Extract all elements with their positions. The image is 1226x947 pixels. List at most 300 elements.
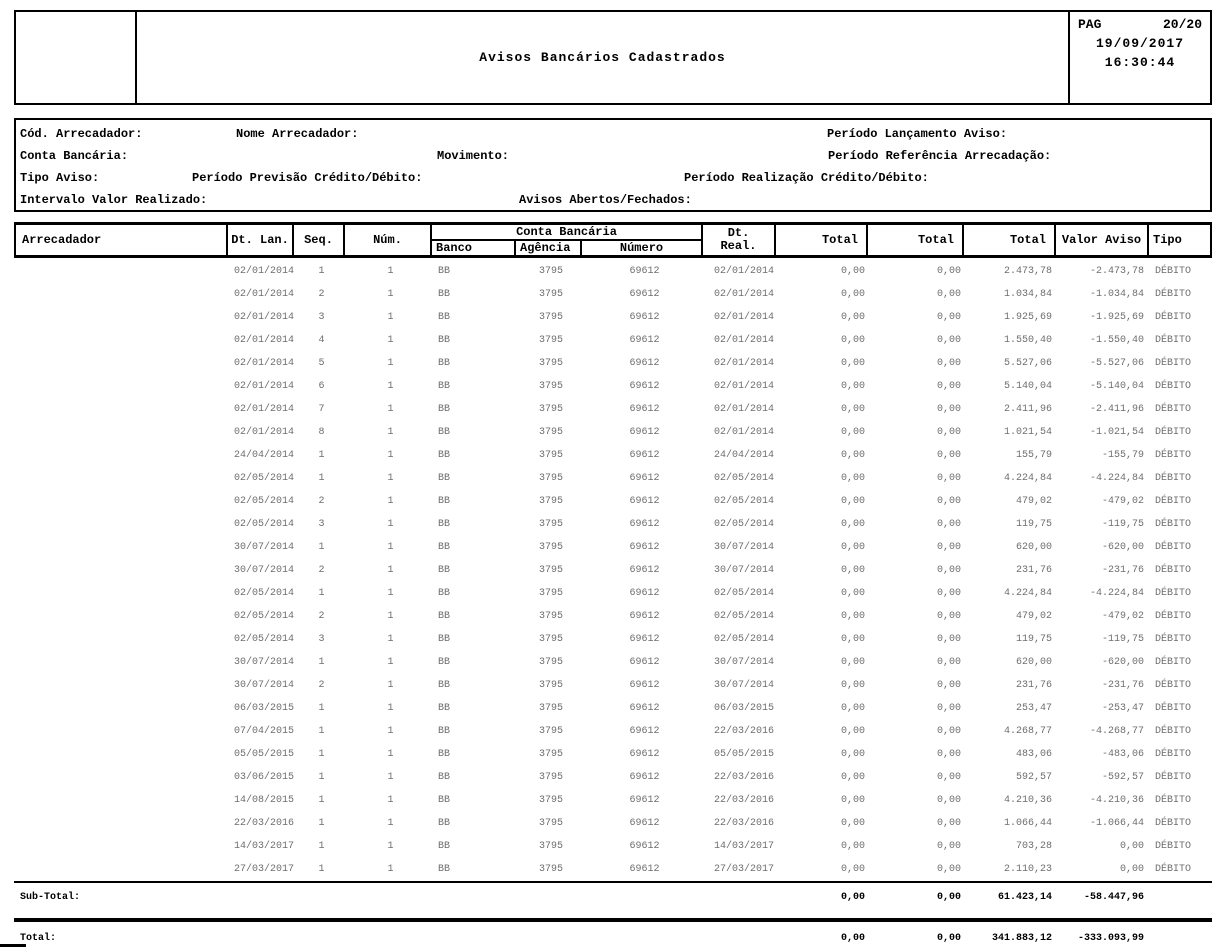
cell-dt-real: 30/07/2014 — [713, 657, 774, 668]
cell-numero: 69612 — [629, 289, 660, 300]
total-total-1: 0,00 — [840, 932, 865, 944]
cell-total-3: 4.224,84 — [1003, 473, 1052, 484]
cell-total-1: 0,00 — [840, 657, 865, 668]
cell-dt-real: 30/07/2014 — [713, 542, 774, 553]
page-label: PAG — [1078, 17, 1102, 32]
cell-num: 1 — [387, 841, 394, 852]
dt-real-line1: Dt. — [727, 226, 750, 240]
cell-dt-lan: 02/05/2014 — [233, 634, 294, 645]
cell-total-2: 0,00 — [936, 657, 961, 668]
cell-total-2: 0,00 — [936, 473, 961, 484]
cell-dt-real: 02/05/2014 — [713, 519, 774, 530]
cell-banco: BB — [438, 818, 451, 829]
cell-num: 1 — [387, 289, 394, 300]
cell-total-3: 5.140,04 — [1003, 381, 1052, 392]
cell-dt-lan: 06/03/2015 — [233, 703, 294, 714]
cell-seq: 1 — [318, 473, 325, 484]
cell-total-1: 0,00 — [840, 312, 865, 323]
cell-banco: BB — [438, 749, 451, 760]
cell-valor-aviso: -253,47 — [1101, 703, 1144, 714]
cell-agencia: 3795 — [538, 358, 563, 369]
cell-agencia: 3795 — [538, 864, 563, 875]
report-date: 19/09/2017 — [1095, 36, 1184, 51]
cell-agencia: 3795 — [538, 266, 563, 277]
cell-dt-lan: 24/04/2014 — [233, 450, 294, 461]
cell-tipo: DÉBITO — [1155, 703, 1192, 714]
cell-dt-real: 02/05/2014 — [713, 634, 774, 645]
filter-cod-arrecadador: Cód. Arrecadador: — [20, 127, 143, 141]
cell-dt-lan: 02/05/2014 — [233, 588, 294, 599]
cell-dt-real: 02/05/2014 — [713, 588, 774, 599]
cell-banco: BB — [438, 841, 451, 852]
column-header-total-1: Total — [776, 225, 868, 255]
table-row — [14, 720, 1212, 743]
table-row — [14, 490, 1212, 513]
cell-banco: BB — [438, 726, 451, 737]
cell-numero: 69612 — [629, 588, 660, 599]
cell-num: 1 — [387, 519, 394, 530]
column-header-total-3: Total — [964, 225, 1056, 255]
cell-banco: BB — [438, 427, 451, 438]
cell-seq: 6 — [318, 381, 325, 392]
cell-banco: BB — [438, 450, 451, 461]
cell-valor-aviso: -1.034,84 — [1089, 289, 1144, 300]
cell-total-1: 0,00 — [840, 818, 865, 829]
page-title: Avisos Bancários Cadastrados — [479, 50, 726, 65]
cell-numero: 69612 — [629, 657, 660, 668]
cell-seq: 1 — [318, 450, 325, 461]
cell-dt-real: 02/01/2014 — [713, 266, 774, 277]
cell-agencia: 3795 — [538, 473, 563, 484]
cell-total-2: 0,00 — [936, 427, 961, 438]
cell-num: 1 — [387, 381, 394, 392]
cell-valor-aviso: -1.021,54 — [1089, 427, 1144, 438]
table-row — [14, 421, 1212, 444]
filter-movimento: Movimento: — [437, 149, 510, 163]
cell-valor-aviso: -620,00 — [1101, 657, 1144, 668]
cell-total-1: 0,00 — [840, 680, 865, 691]
cell-agencia: 3795 — [538, 542, 563, 553]
column-header-valor-aviso: Valor Aviso — [1056, 225, 1149, 255]
dt-real-line2: Real. — [720, 239, 757, 253]
cell-dt-real: 02/05/2014 — [713, 473, 774, 484]
cell-dt-lan: 30/07/2014 — [233, 680, 294, 691]
cell-seq: 2 — [318, 680, 325, 691]
cell-valor-aviso: -2.411,96 — [1089, 404, 1144, 415]
logo-placeholder — [16, 12, 137, 103]
column-header-conta-bancaria: Conta Bancária — [432, 225, 701, 241]
page-number-row — [1078, 17, 1202, 32]
cell-valor-aviso: -4.224,84 — [1089, 588, 1144, 599]
cell-tipo: DÉBITO — [1155, 519, 1192, 530]
subtotal-row — [14, 885, 1212, 909]
cell-num: 1 — [387, 565, 394, 576]
cell-num: 1 — [387, 634, 394, 645]
cell-tipo: DÉBITO — [1155, 611, 1192, 622]
cell-total-3: 592,57 — [1015, 772, 1052, 783]
cell-dt-lan: 22/03/2016 — [233, 818, 294, 829]
total-row — [14, 926, 1212, 947]
cell-total-2: 0,00 — [936, 772, 961, 783]
cell-total-1: 0,00 — [840, 749, 865, 760]
cell-seq: 1 — [318, 818, 325, 829]
cell-total-2: 0,00 — [936, 542, 961, 553]
cell-total-1: 0,00 — [840, 450, 865, 461]
table-row — [14, 582, 1212, 605]
cell-total-2: 0,00 — [936, 358, 961, 369]
cell-agencia: 3795 — [538, 680, 563, 691]
cell-dt-lan: 02/01/2014 — [233, 427, 294, 438]
cell-numero: 69612 — [629, 634, 660, 645]
total-separator-line — [14, 918, 1212, 922]
table-row — [14, 352, 1212, 375]
cell-numero: 69612 — [629, 473, 660, 484]
cell-valor-aviso: -479,02 — [1101, 496, 1144, 507]
cell-seq: 1 — [318, 864, 325, 875]
cell-num: 1 — [387, 703, 394, 714]
column-header-tipo: Tipo — [1153, 233, 1182, 247]
cell-seq: 2 — [318, 611, 325, 622]
cell-total-3: 479,02 — [1015, 496, 1052, 507]
cell-numero: 69612 — [629, 841, 660, 852]
cell-valor-aviso: -483,06 — [1101, 749, 1144, 760]
cell-dt-lan: 03/06/2015 — [233, 772, 294, 783]
table-row — [14, 789, 1212, 812]
cell-total-1: 0,00 — [840, 266, 865, 277]
column-header-arrecadador: Arrecadador — [16, 225, 228, 255]
cell-banco: BB — [438, 519, 451, 530]
cell-valor-aviso: -1.550,40 — [1089, 335, 1144, 346]
cell-valor-aviso: -620,00 — [1101, 542, 1144, 553]
cell-agencia: 3795 — [538, 496, 563, 507]
cell-total-3: 1.925,69 — [1003, 312, 1052, 323]
cell-num: 1 — [387, 404, 394, 415]
cell-total-2: 0,00 — [936, 841, 961, 852]
cell-seq: 1 — [318, 795, 325, 806]
cell-total-1: 0,00 — [840, 381, 865, 392]
cell-total-2: 0,00 — [936, 289, 961, 300]
cell-agencia: 3795 — [538, 312, 563, 323]
cell-total-2: 0,00 — [936, 450, 961, 461]
cell-dt-real: 02/01/2014 — [713, 404, 774, 415]
cell-numero: 69612 — [629, 818, 660, 829]
cell-total-2: 0,00 — [936, 335, 961, 346]
cell-total-3: 5.527,06 — [1003, 358, 1052, 369]
page-info-box — [1068, 12, 1210, 103]
cell-total-3: 1.021,54 — [1003, 427, 1052, 438]
cell-total-3: 2.411,96 — [1003, 404, 1052, 415]
cell-numero: 69612 — [629, 542, 660, 553]
report-time: 16:30:44 — [1104, 55, 1176, 70]
cell-num: 1 — [387, 312, 394, 323]
cell-agencia: 3795 — [538, 381, 563, 392]
filter-row-3 — [16, 167, 1210, 189]
cell-total-3: 2.110,23 — [1003, 864, 1052, 875]
filter-row-1 — [16, 123, 1210, 145]
cell-banco: BB — [438, 588, 451, 599]
cell-num: 1 — [387, 335, 394, 346]
cell-numero: 69612 — [629, 703, 660, 714]
table-row — [14, 398, 1212, 421]
cell-valor-aviso: 0,00 — [1119, 864, 1144, 875]
cell-total-1: 0,00 — [840, 335, 865, 346]
cell-tipo: DÉBITO — [1155, 818, 1192, 829]
cell-total-2: 0,00 — [936, 266, 961, 277]
total-label: Total: — [20, 932, 57, 944]
table-row — [14, 835, 1212, 858]
cell-num: 1 — [387, 726, 394, 737]
cell-numero: 69612 — [629, 358, 660, 369]
table-row — [14, 605, 1212, 628]
cell-banco: BB — [438, 680, 451, 691]
table-row — [14, 375, 1212, 398]
cell-dt-lan: 02/01/2014 — [233, 335, 294, 346]
cell-agencia: 3795 — [538, 427, 563, 438]
cell-seq: 7 — [318, 404, 325, 415]
cell-agencia: 3795 — [538, 611, 563, 622]
table-row — [14, 743, 1212, 766]
cell-numero: 69612 — [629, 312, 660, 323]
cell-valor-aviso: -479,02 — [1101, 611, 1144, 622]
cell-numero: 69612 — [629, 496, 660, 507]
cell-total-2: 0,00 — [936, 611, 961, 622]
cell-tipo: DÉBITO — [1155, 588, 1192, 599]
cell-num: 1 — [387, 358, 394, 369]
cell-dt-real: 22/03/2016 — [713, 795, 774, 806]
cell-banco: BB — [438, 473, 451, 484]
cell-tipo: DÉBITO — [1155, 266, 1192, 277]
subtotal-total-3: 61.423,14 — [997, 891, 1052, 903]
cell-banco: BB — [438, 703, 451, 714]
cell-valor-aviso: -2.473,78 — [1089, 266, 1144, 277]
cell-dt-lan: 02/05/2014 — [233, 496, 294, 507]
column-header-agencia: Agência — [516, 241, 582, 255]
cell-numero: 69612 — [629, 680, 660, 691]
cell-dt-real: 30/07/2014 — [713, 680, 774, 691]
cell-total-1: 0,00 — [840, 404, 865, 415]
cell-banco: BB — [438, 772, 451, 783]
cell-total-2: 0,00 — [936, 496, 961, 507]
cell-agencia: 3795 — [538, 795, 563, 806]
cell-tipo: DÉBITO — [1155, 841, 1192, 852]
table-body — [14, 260, 1212, 881]
cell-total-3: 2.473,78 — [1003, 266, 1052, 277]
table-row — [14, 674, 1212, 697]
cell-dt-real: 22/03/2016 — [713, 818, 774, 829]
cell-seq: 1 — [318, 841, 325, 852]
cell-seq: 3 — [318, 634, 325, 645]
cell-seq: 3 — [318, 312, 325, 323]
cell-seq: 1 — [318, 588, 325, 599]
cell-seq: 2 — [318, 496, 325, 507]
cell-seq: 1 — [318, 726, 325, 737]
cell-dt-lan: 02/05/2014 — [233, 519, 294, 530]
cell-dt-real: 22/03/2016 — [713, 772, 774, 783]
subtotal-total-2: 0,00 — [936, 891, 961, 903]
cell-valor-aviso: -119,75 — [1101, 519, 1144, 530]
column-header-banco: Banco — [432, 241, 516, 255]
cell-seq: 2 — [318, 289, 325, 300]
cell-seq: 1 — [318, 772, 325, 783]
cell-seq: 2 — [318, 565, 325, 576]
cell-dt-lan: 02/05/2014 — [233, 611, 294, 622]
cell-dt-lan: 02/01/2014 — [233, 381, 294, 392]
cell-num: 1 — [387, 450, 394, 461]
cell-total-1: 0,00 — [840, 519, 865, 530]
cell-num: 1 — [387, 749, 394, 760]
cell-total-3: 231,76 — [1015, 565, 1052, 576]
column-header-num: Núm. — [345, 225, 432, 255]
cell-dt-lan: 02/01/2014 — [233, 266, 294, 277]
cell-banco: BB — [438, 358, 451, 369]
cell-dt-real: 02/05/2014 — [713, 496, 774, 507]
cell-numero: 69612 — [629, 749, 660, 760]
cell-total-3: 479,02 — [1015, 611, 1052, 622]
cell-numero: 69612 — [629, 772, 660, 783]
cell-tipo: DÉBITO — [1155, 542, 1192, 553]
cell-total-2: 0,00 — [936, 312, 961, 323]
cell-tipo: DÉBITO — [1155, 680, 1192, 691]
cell-tipo: DÉBITO — [1155, 864, 1192, 875]
cell-total-2: 0,00 — [936, 864, 961, 875]
cell-banco: BB — [438, 312, 451, 323]
cell-total-3: 620,00 — [1015, 657, 1052, 668]
cell-total-3: 231,76 — [1015, 680, 1052, 691]
cell-total-2: 0,00 — [936, 404, 961, 415]
filter-conta-bancaria: Conta Bancária: — [20, 149, 129, 163]
cell-tipo: DÉBITO — [1155, 289, 1192, 300]
cell-valor-aviso: -4.268,77 — [1089, 726, 1144, 737]
cell-dt-lan: 05/05/2015 — [233, 749, 294, 760]
cell-numero: 69612 — [629, 519, 660, 530]
cell-banco: BB — [438, 289, 451, 300]
cell-num: 1 — [387, 611, 394, 622]
cell-valor-aviso: -5.140,04 — [1089, 381, 1144, 392]
total-total-3: 341.883,12 — [991, 932, 1052, 944]
cell-valor-aviso: -4.224,84 — [1089, 473, 1144, 484]
cell-dt-lan: 30/07/2014 — [233, 657, 294, 668]
cell-total-3: 703,28 — [1015, 841, 1052, 852]
cell-total-1: 0,00 — [840, 726, 865, 737]
cell-seq: 8 — [318, 427, 325, 438]
cell-banco: BB — [438, 657, 451, 668]
cell-agencia: 3795 — [538, 818, 563, 829]
cell-tipo: DÉBITO — [1155, 381, 1192, 392]
cell-numero: 69612 — [629, 565, 660, 576]
page-number: 20/20 — [1162, 17, 1202, 32]
cell-dt-real: 02/01/2014 — [713, 312, 774, 323]
filter-avisos-abertos-fechados: Avisos Abertos/Fechados: — [519, 193, 692, 207]
cell-total-2: 0,00 — [936, 680, 961, 691]
subtotal-total-1: 0,00 — [840, 891, 865, 903]
cell-total-1: 0,00 — [840, 588, 865, 599]
cell-dt-real: 02/01/2014 — [713, 358, 774, 369]
cell-agencia: 3795 — [538, 634, 563, 645]
cell-seq: 1 — [318, 703, 325, 714]
cell-agencia: 3795 — [538, 404, 563, 415]
table-row — [14, 283, 1212, 306]
cell-dt-real: 02/05/2014 — [713, 611, 774, 622]
cell-agencia: 3795 — [538, 657, 563, 668]
cell-total-1: 0,00 — [840, 703, 865, 714]
table-row — [14, 513, 1212, 536]
cell-valor-aviso: -155,79 — [1101, 450, 1144, 461]
cell-dt-real: 02/01/2014 — [713, 335, 774, 346]
cell-dt-real: 14/03/2017 — [713, 841, 774, 852]
table-row — [14, 766, 1212, 789]
filter-tipo-aviso: Tipo Aviso: — [20, 171, 100, 185]
cell-banco: BB — [438, 542, 451, 553]
table-row — [14, 444, 1212, 467]
cell-agencia: 3795 — [538, 588, 563, 599]
cell-banco: BB — [438, 335, 451, 346]
cell-num: 1 — [387, 496, 394, 507]
filter-intervalo-valor-realizado: Intervalo Valor Realizado: — [20, 193, 208, 207]
cell-banco: BB — [438, 496, 451, 507]
filter-periodo-lancamento-aviso: Período Lançamento Aviso: — [827, 127, 1008, 141]
cell-total-3: 4.224,84 — [1003, 588, 1052, 599]
cell-total-1: 0,00 — [840, 634, 865, 645]
cell-agencia: 3795 — [538, 772, 563, 783]
cell-seq: 1 — [318, 657, 325, 668]
cell-banco: BB — [438, 611, 451, 622]
cell-total-3: 1.550,40 — [1003, 335, 1052, 346]
cell-num: 1 — [387, 864, 394, 875]
filter-periodo-realizacao: Período Realização Crédito/Débito: — [684, 171, 929, 185]
cell-dt-lan: 02/01/2014 — [233, 289, 294, 300]
table-row — [14, 858, 1212, 881]
cell-total-1: 0,00 — [840, 795, 865, 806]
cell-total-3: 1.066,44 — [1003, 818, 1052, 829]
cell-tipo: DÉBITO — [1155, 427, 1192, 438]
filter-periodo-referencia-arrecadacao: Período Referência Arrecadação: — [828, 149, 1052, 163]
cell-dt-real: 02/01/2014 — [713, 381, 774, 392]
cell-dt-lan: 07/04/2015 — [233, 726, 294, 737]
cell-numero: 69612 — [629, 864, 660, 875]
cell-total-3: 4.210,36 — [1003, 795, 1052, 806]
cell-dt-lan: 27/03/2017 — [233, 864, 294, 875]
cell-valor-aviso: 0,00 — [1119, 841, 1144, 852]
cell-num: 1 — [387, 542, 394, 553]
cell-num: 1 — [387, 795, 394, 806]
cell-tipo: DÉBITO — [1155, 496, 1192, 507]
table-row — [14, 306, 1212, 329]
report-header — [14, 10, 1212, 105]
cell-dt-real: 05/05/2015 — [713, 749, 774, 760]
cell-total-2: 0,00 — [936, 795, 961, 806]
cell-total-2: 0,00 — [936, 519, 961, 530]
cell-banco: BB — [438, 864, 451, 875]
cell-agencia: 3795 — [538, 450, 563, 461]
cell-banco: BB — [438, 795, 451, 806]
cell-banco: BB — [438, 634, 451, 645]
cell-total-1: 0,00 — [840, 565, 865, 576]
table-row — [14, 559, 1212, 582]
cell-tipo: DÉBITO — [1155, 795, 1192, 806]
filter-criteria-box — [14, 118, 1212, 212]
subtotal-label: Sub-Total: — [20, 891, 81, 903]
cell-dt-real: 24/04/2014 — [713, 450, 774, 461]
cell-num: 1 — [387, 657, 394, 668]
cell-valor-aviso: -1.925,69 — [1089, 312, 1144, 323]
cell-total-1: 0,00 — [840, 358, 865, 369]
cell-total-3: 119,75 — [1015, 634, 1052, 645]
cell-numero: 69612 — [629, 266, 660, 277]
cell-tipo: DÉBITO — [1155, 312, 1192, 323]
cell-seq: 3 — [318, 519, 325, 530]
table-row — [14, 467, 1212, 490]
cell-tipo: DÉBITO — [1155, 634, 1192, 645]
